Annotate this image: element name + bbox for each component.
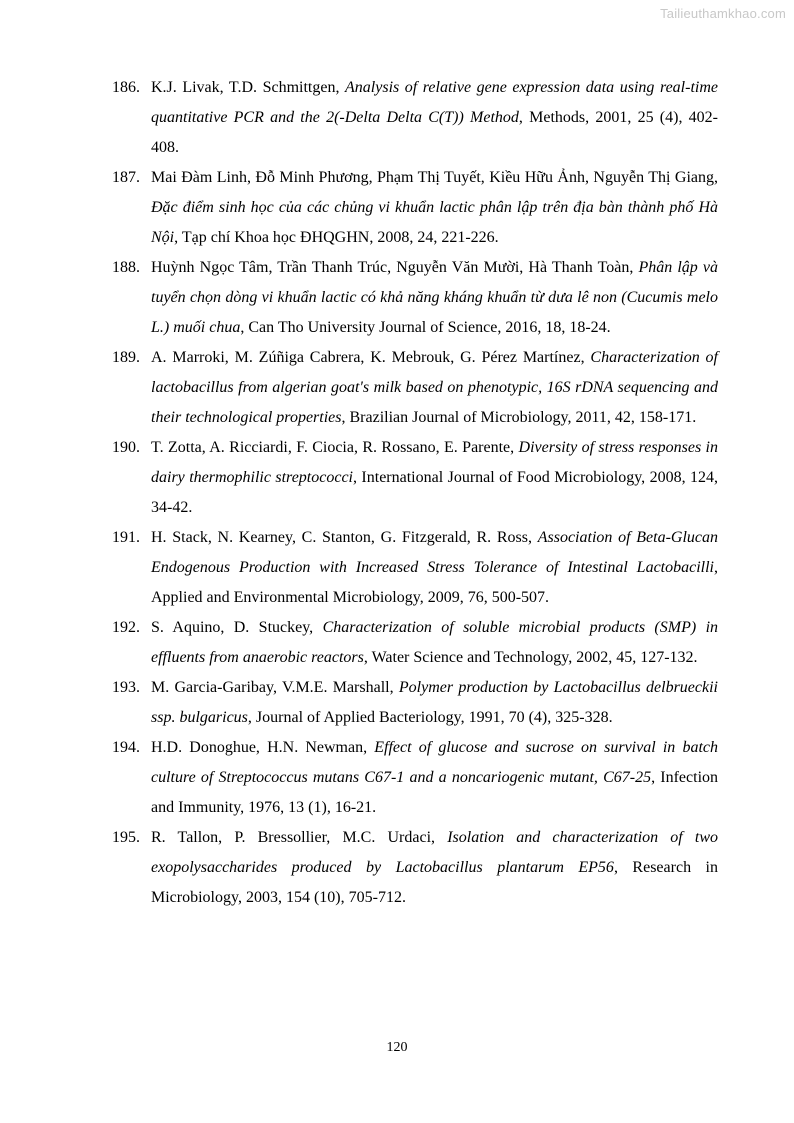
reference-authors: H. Stack, N. Kearney, C. Stanton, G. Fitzgerald, R. Ross, (151, 529, 538, 546)
reference-source: , International Journal of Food Microbiology, 2008, 124, 34-42. (151, 469, 719, 516)
reference-number: 188. (112, 259, 140, 276)
reference-authors: A. Marroki, M. Zúñiga Cabrera, K. Mebrouk, G. Pérez Martínez, (151, 349, 591, 366)
reference-title: Association of Beta-Glucan Endogenous Production with Increased Stress Tolerance of Intestinal Lactobacilli (151, 529, 719, 576)
reference-item (112, 523, 718, 613)
reference-title: Effect of glucose and sucrose on survival in batch culture of Streptococcus mutans C67-1 and a noncariogenic mutant, C67-25 (151, 739, 718, 786)
reference-title: Isolation and characterization of two exopolysaccharides produced by Lactobacillus plantarum EP56 (151, 829, 719, 876)
reference-item (112, 433, 718, 523)
reference-title: Characterization of soluble microbial products (SMP) in effluents from anaerobic reactors (151, 619, 719, 666)
reference-authors: Mai Đàm Linh, Đỗ Minh Phương, Phạm Thị Tuyết, Kiều Hữu Ảnh, Nguyễn Thị Giang, (151, 169, 718, 186)
reference-source: , Journal of Applied Bacteriology, 1991, 70 (4), 325-328. (247, 709, 613, 726)
reference-source: , Brazilian Journal of Microbiology, 2011, 42, 158-171. (341, 409, 697, 426)
reference-source: , Water Science and Technology, 2002, 45, 127-132. (363, 649, 698, 666)
reference-authors: H.D. Donoghue, H.N. Newman, (151, 739, 375, 756)
reference-number: 186. (112, 79, 140, 96)
reference-authors: S. Aquino, D. Stuckey, (151, 619, 323, 636)
reference-number: 191. (112, 529, 140, 546)
reference-item (112, 823, 718, 913)
reference-number: 194. (112, 739, 140, 756)
reference-title: Analysis of relative gene expression data using real-time quantitative PCR and the 2(-Delta Delta C(T)) Method (151, 79, 718, 126)
page-number: 120 (386, 1040, 408, 1055)
reference-title: Đặc điểm sinh học của các chủng vi khuẩn lactic phân lập trên địa bàn thành phố Hà Nội (151, 199, 718, 246)
reference-source: , Tạp chí Khoa học ĐHQGHN, 2008, 24, 221-226. (174, 229, 499, 246)
reference-item (112, 343, 718, 433)
reference-number: 192. (112, 619, 140, 636)
reference-item (112, 613, 718, 673)
reference-number: 193. (112, 679, 140, 696)
reference-source: , Research in Microbiology, 2003, 154 (10), 705-712. (151, 859, 719, 906)
reference-number: 190. (112, 439, 140, 456)
reference-number: 189. (112, 349, 140, 366)
reference-item (112, 253, 718, 343)
reference-item (112, 163, 718, 253)
watermark: Tailieuthamkhao.com (660, 6, 786, 21)
reference-authors: M. Garcia-Garibay, V.M.E. Marshall, (151, 679, 399, 696)
reference-list (112, 73, 718, 913)
reference-source: , Methods, 2001, 25 (4), 402-408. (151, 109, 719, 156)
reference-title: Diversity of stress responses in dairy thermophilic streptococci (151, 439, 718, 486)
reference-title: Characterization of lactobacillus from algerian goat's milk based on phenotypic, 16S rDNA sequencing and their technological properties (151, 349, 719, 426)
reference-source: , Infection and Immunity, 1976, 13 (1), 16-21. (151, 769, 719, 816)
reference-number: 187. (112, 169, 140, 186)
reference-title: Phân lập và tuyển chọn dòng vi khuẩn lactic có khả năng kháng khuẩn từ dưa lê non (Cucumis melo L.) muối chua (151, 259, 718, 336)
reference-authors: T. Zotta, A. Ricciardi, F. Ciocia, R. Rossano, E. Parente, (151, 439, 519, 456)
reference-authors: R. Tallon, P. Bressollier, M.C. Urdaci, (151, 829, 448, 846)
reference-authors: K.J. Livak, T.D. Schmittgen, (151, 79, 346, 96)
reference-authors: Huỳnh Ngọc Tâm, Trần Thanh Trúc, Nguyễn Văn Mười, Hà Thanh Toàn, (151, 259, 639, 276)
reference-title: Polymer production by Lactobacillus delbrueckii ssp. bulgaricus (151, 679, 718, 726)
reference-item (112, 733, 718, 823)
reference-source: , Applied and Environmental Microbiology, 2009, 76, 500-507. (151, 559, 718, 606)
reference-source: , Can Tho University Journal of Science, 2016, 18, 18-24. (240, 319, 611, 336)
reference-item (112, 673, 718, 733)
reference-number: 195. (112, 829, 140, 846)
reference-item (112, 73, 718, 163)
